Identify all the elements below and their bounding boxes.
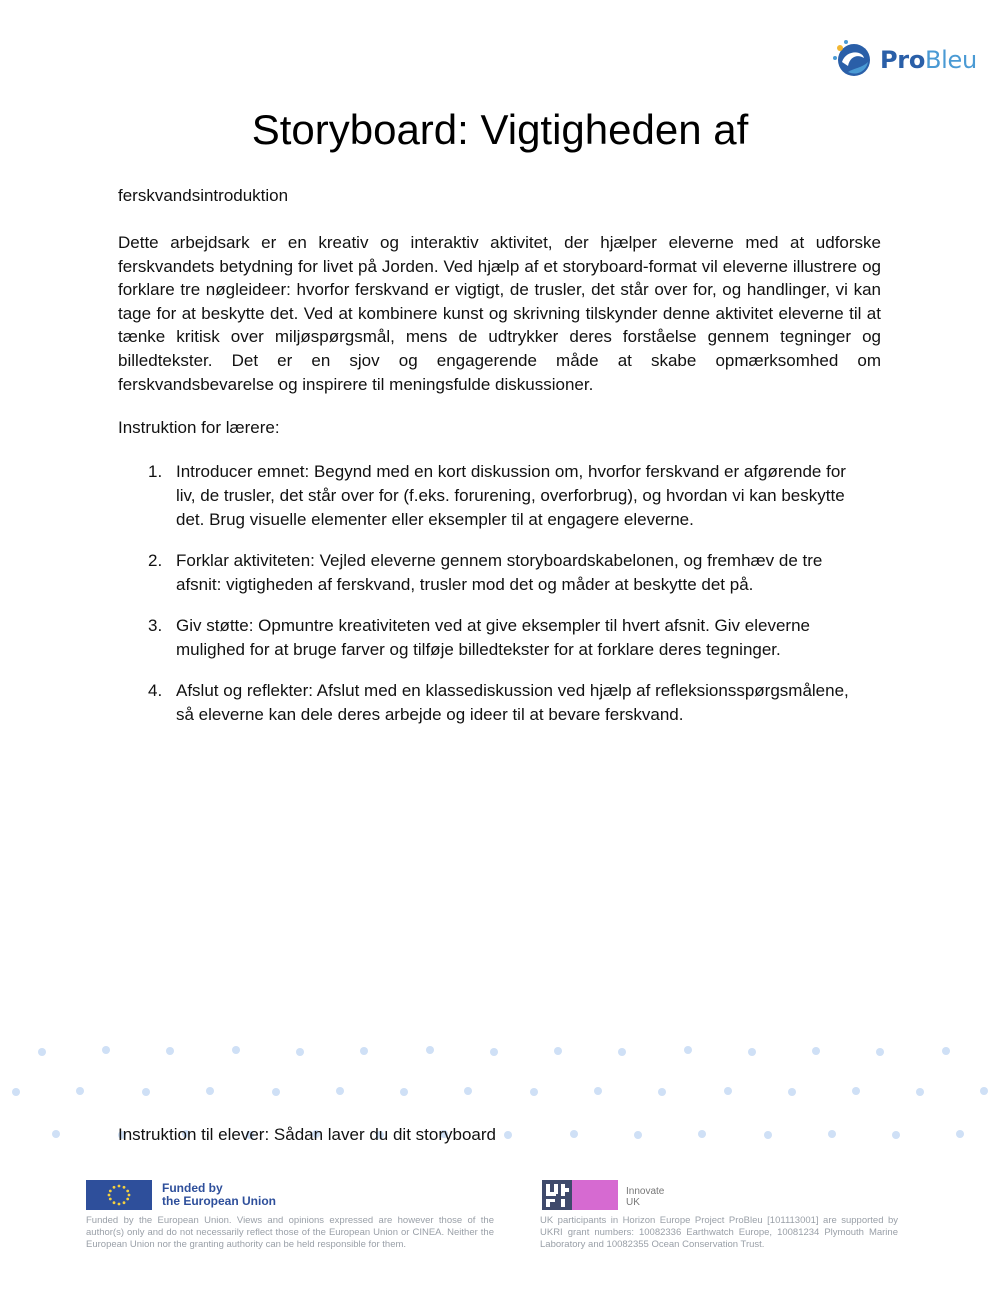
- probleu-logo: [832, 38, 982, 82]
- page-subtitle: ferskvandsintroduktion: [118, 186, 289, 205]
- list-item: [118, 679, 868, 727]
- step-text: Giv støtte: Opmuntre kreativiteten ved at give eksempler til hvert afsnit. Giv eleverne mulighed for at bruge farver og tilføje billedtekster for at forklare deres tegninger.: [176, 616, 810, 659]
- ukri-logo-icon: [542, 1180, 618, 1210]
- logo-bleu: Bleu: [925, 46, 977, 74]
- probleu-wordmark: [880, 46, 977, 74]
- step-text: Introducer emnet: Begynd med en kort diskussion om, hvorfor ferskvand er afgørende for liv, de trusler, det står over for (f.eks. forurening, overforbrug), og hvordan vi kan beskytte det. Brug visuelle elementer eller eksempler til at engagere eleverne.: [176, 462, 846, 529]
- logo-pro: Pro: [880, 46, 926, 74]
- innovate-line1: Innovate: [626, 1186, 665, 1197]
- student-instructions-heading: Instruktion til elever: Sådan laver du dit storyboard: [118, 1125, 496, 1144]
- step-number: 1.: [148, 462, 163, 481]
- step-number: 4.: [148, 681, 163, 700]
- innovate-uk-label: [626, 1186, 726, 1208]
- teacher-steps-list: [118, 460, 868, 727]
- eu-label-line2: the European Union: [162, 1194, 276, 1208]
- list-item: [118, 549, 868, 597]
- teacher-instructions-heading: Instruktion for lærere:: [118, 418, 280, 437]
- innovate-line2: UK: [626, 1197, 640, 1208]
- eu-flag-icon: [86, 1180, 152, 1210]
- list-item: [118, 460, 868, 532]
- ukri-support-text: UK participants in Horizon Europe Project ProBleu [101113001] are supported by UKRI grant numbers: 10082336 Earthwatch Europe, 10081234 Plymouth Marine Laboratory and 10082355 Ocean Conservation Trust.: [540, 1215, 898, 1250]
- intro-paragraph: Dette arbejdsark er en kreativ og interaktiv aktivitet, der hjælper eleverne med at udforske ferskvandets betydning for livet på Jorden. Ved hjælp af et storyboard-format vil eleverne illustrere og forklare tre nøgleideer: hvorfor ferskvand er vigtigt, de trusler, det står over for, og handlinger, vi kan tage for at beskytte det. Ved at kombinere kunst og skrivning tilskynder denne aktivitet eleverne til at tænke kritisk over miljøspørgsmål, mens de udtrykker deres forståelse gennem tegninger og billedtekster. Det er en sjov og engagerende måde at skabe opmærksomhed om ferskvandsbevarelse og inspirere til meningsfulde diskussioner.: [118, 233, 881, 394]
- step-text: Afslut og reflekter: Afslut med en klassediskussion ved hjælp af refleksionsspørgsmålene, så eleverne kan dele deres arbejde og ideer til at bevare ferskvand.: [176, 681, 849, 724]
- probleu-swirl-icon: [832, 38, 876, 82]
- step-number: 3.: [148, 616, 163, 635]
- step-text: Forklar aktiviteten: Vejled eleverne gennem storyboardskabelonen, og fremhæv de tre afsnit: vigtigheden af ferskvand, trusler mod det og måder at beskytte det på.: [176, 551, 823, 594]
- step-number: 2.: [148, 551, 163, 570]
- list-item: [118, 614, 868, 662]
- eu-funded-label: [162, 1182, 362, 1208]
- eu-disclaimer-text: Funded by the European Union. Views and opinions expressed are however those of the author(s) only and do not necessarily reflect those of the European Union or CINEA. Neither the European Union nor the granting authority can be held responsible for them.: [86, 1215, 494, 1250]
- eu-label-line1: Funded by: [162, 1181, 223, 1195]
- page-title: Storyboard: Vigtigheden af: [251, 106, 749, 153]
